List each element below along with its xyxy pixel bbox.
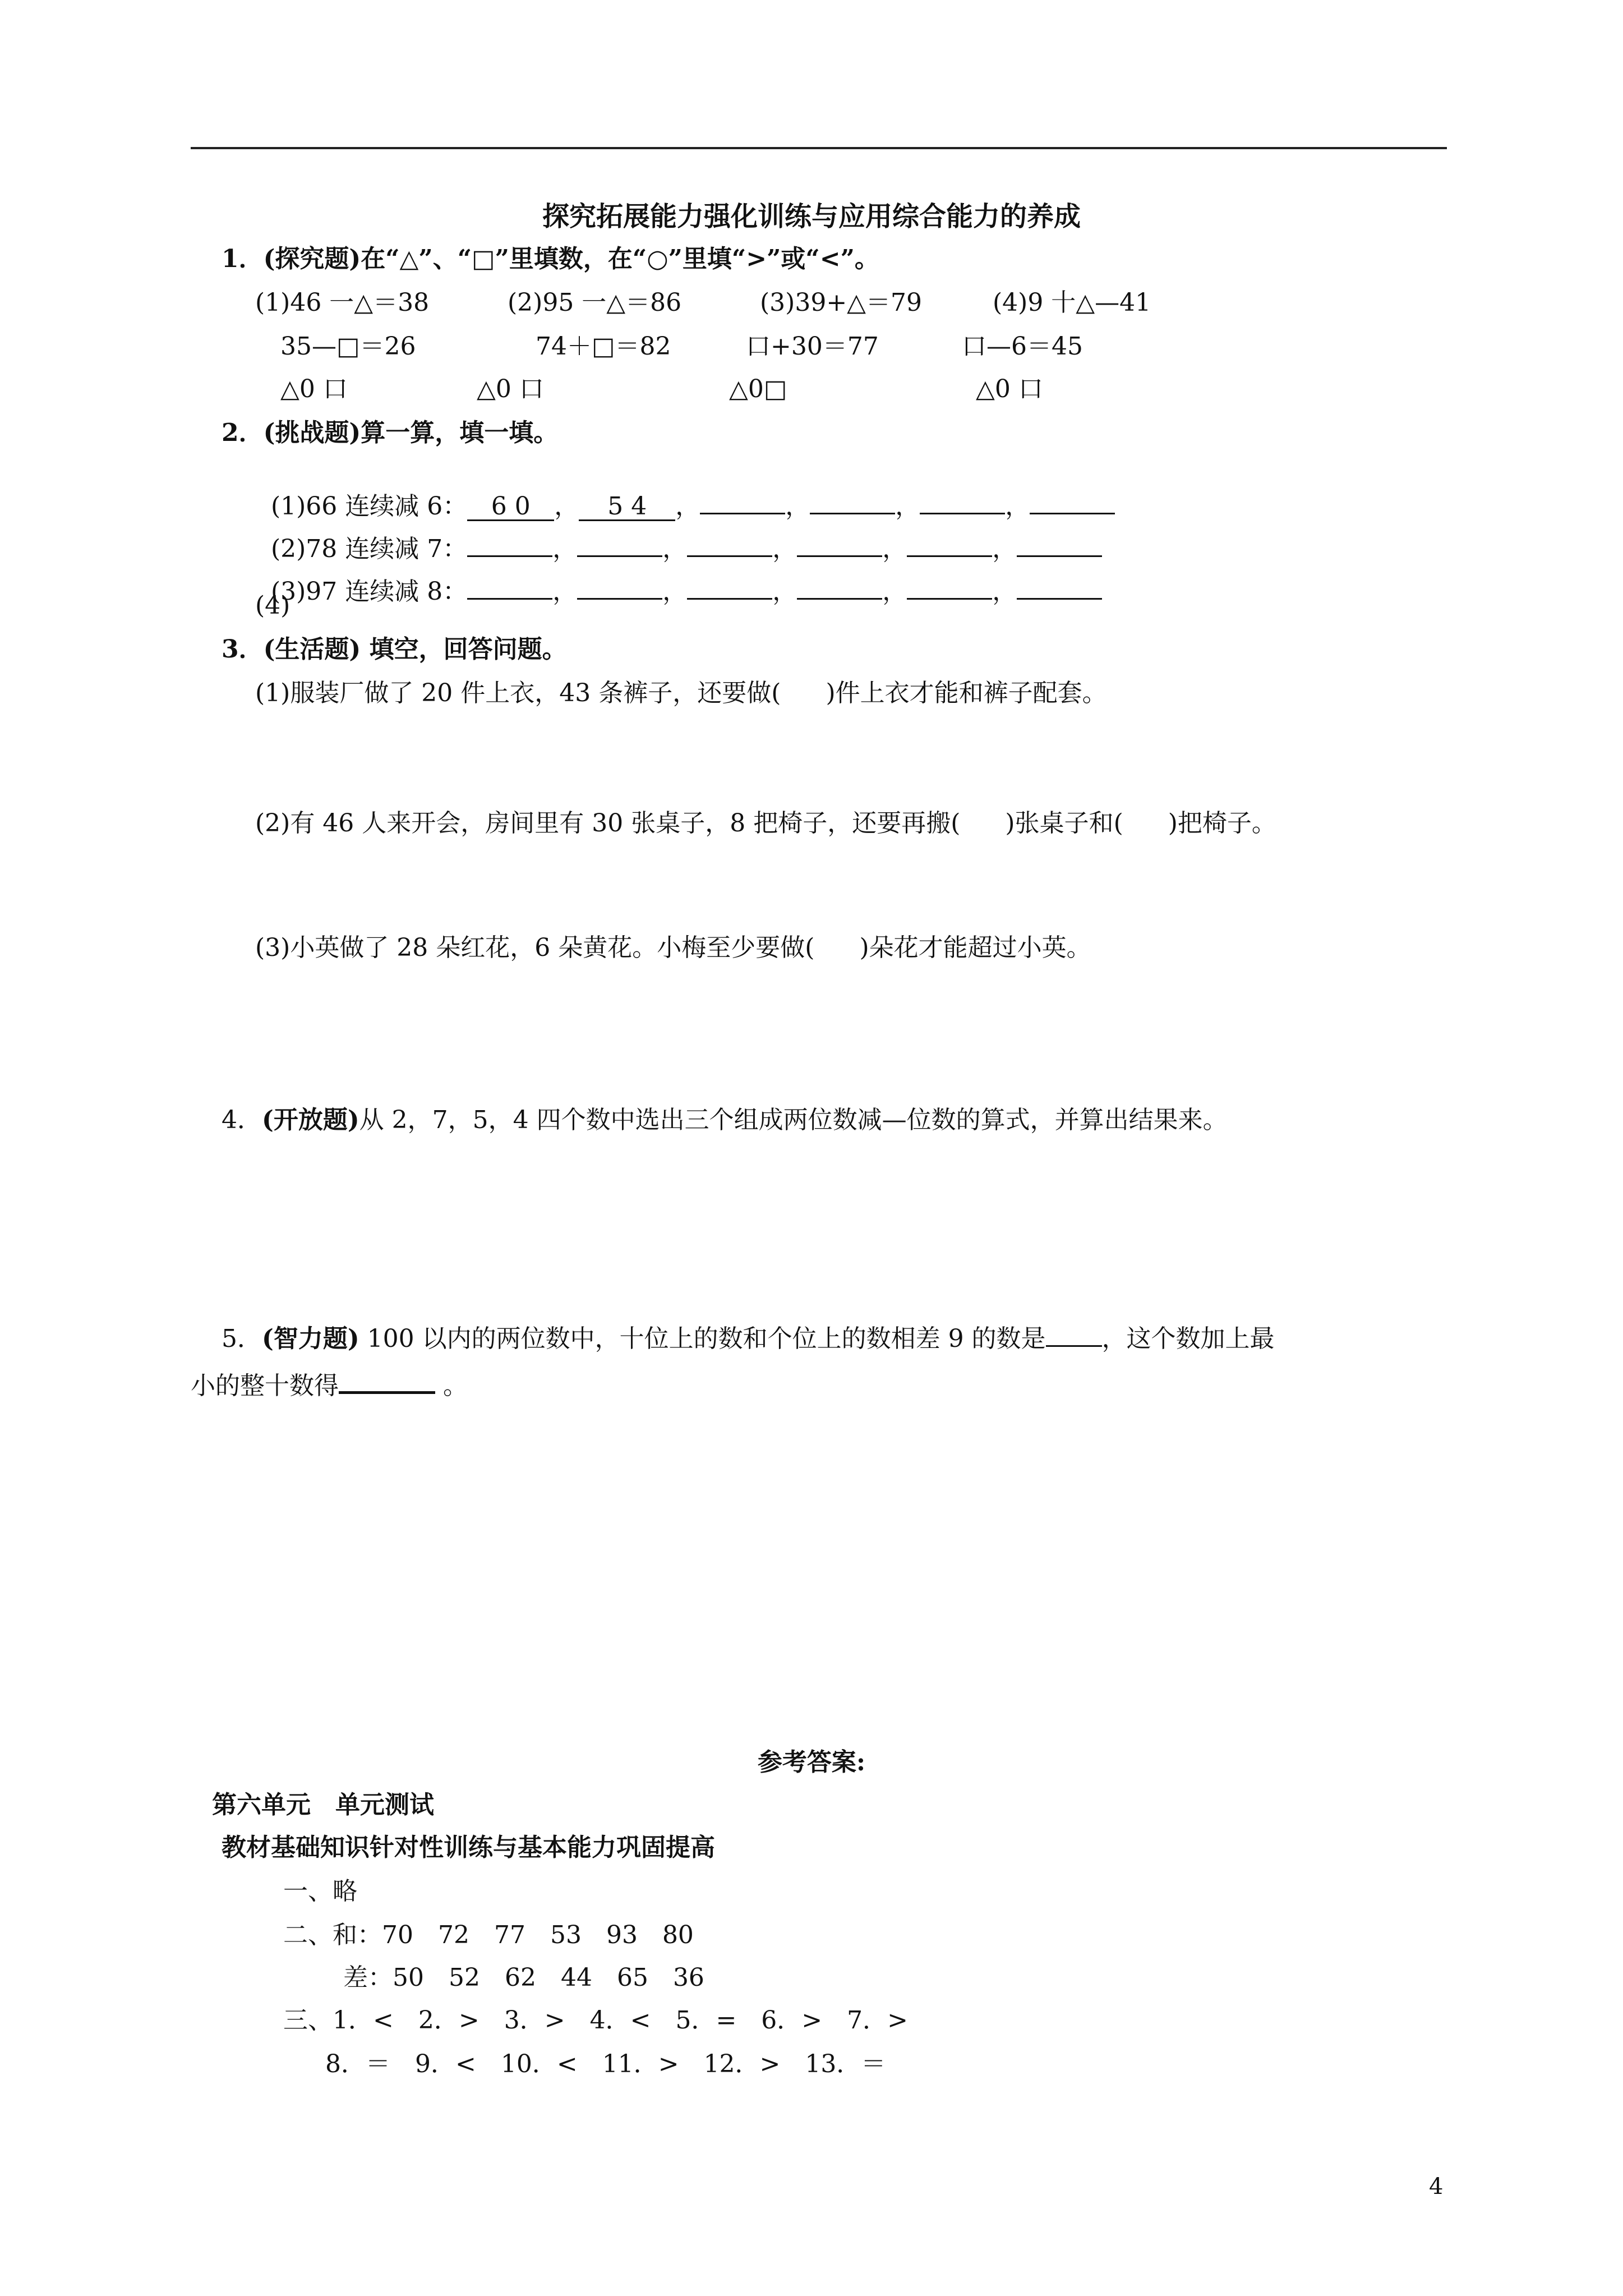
q5-text-2: ，这个数加上最: [1101, 1324, 1275, 1353]
q4-number: 4．: [222, 1106, 262, 1134]
q4-tag: (开放题): [262, 1106, 359, 1134]
q2-blank: [907, 576, 992, 600]
answers-line-1: 一、略: [283, 1877, 357, 1906]
q1-r1-c4: (4)9 十△—41: [993, 288, 1151, 317]
q1-r3-c3: △0□: [729, 375, 787, 403]
q1-r3-c2: △0 口: [477, 375, 544, 403]
q5-blank: [339, 1369, 435, 1394]
q2-item-label: (2)78 连续减 7：: [270, 535, 468, 563]
q5-line-2: [191, 1369, 468, 1398]
answers-line-3: 差：50 52 62 44 65 36: [343, 1963, 704, 1992]
q5-text-4: 。: [435, 1372, 468, 1400]
q1-r2-c2: 74＋□＝82: [536, 332, 671, 361]
answers-line-2: 二、和：70 72 77 53 93 80: [283, 1921, 694, 1949]
q3-part-1: [255, 681, 1107, 706]
q3-part-2-text-a: (2)有 46 人来开会，房间里有 30 张桌子，8 把椅子，还要再搬(: [255, 809, 961, 838]
q3-part-2-text-c: )把椅子。: [1168, 809, 1276, 838]
q1-r2-c1: 35—□＝26: [280, 332, 416, 361]
q3-part-3-text-b: )朵花才能超过小英。: [859, 933, 1091, 962]
q3-part-3-text-a: (3)小英做了 28 朵红花，6 朵黄花。小梅至少要做(: [255, 933, 815, 962]
q3-part-1-text-a: (1)服装厂做了 20 件上衣，43 条裤子，还要做(: [255, 679, 781, 707]
q5-number: 5．: [222, 1324, 262, 1353]
q3-heading: 3．(生活题) 填空，回答问题。: [222, 635, 567, 664]
q4-text: 从 2，7，5，4 四个数中选出三个组成两位数减—位数的算式，并算出结果来。: [359, 1106, 1228, 1134]
q5-blank: [1046, 1323, 1102, 1347]
q2-item-label: (3)97 连续减 8：: [270, 577, 468, 606]
q2-heading: 2．(挑战题)算一算，填一填。: [222, 418, 559, 447]
q1-r3-c4: △0 口: [976, 375, 1043, 403]
q3-part-2-text-b: )张桌子和(: [1005, 809, 1123, 838]
q1-heading: 1．(探究题)在“△”、“□”里填数，在“○”里填“>”或“<”。: [222, 245, 879, 273]
q4: [222, 1108, 1228, 1133]
q1-r1-c3: (3)39+△＝79: [760, 288, 923, 317]
q5-tag: (智力题): [262, 1324, 359, 1353]
q5-text-1: 100 以内的两位数中，十位上的数和个位上的数相差 9 的数是: [359, 1324, 1046, 1353]
answers-section: 教材基础知识针对性训练与基本能力巩固提高: [222, 1833, 715, 1862]
q2-blank: [797, 576, 882, 600]
q1-r2-c3: 口+30＝77: [746, 332, 879, 361]
answers-line-4: 三、1．< 2．> 3．> 4．< 5．= 6．> 7．>: [283, 2006, 909, 2035]
q2-item-4: (4): [255, 591, 291, 620]
page-number: 4: [1429, 2174, 1444, 2200]
q1-r1-c2: (2)95 一△＝86: [508, 288, 682, 317]
q2-blank: [467, 576, 552, 600]
q3-part-2: [255, 811, 1276, 836]
q3-part-3: [255, 933, 1091, 962]
answers-title: 参考答案:: [757, 1748, 866, 1777]
q2-item-2: (2)78 连续减 7： ， ， ， ， ，: [255, 508, 1102, 562]
q2-blank: [687, 576, 772, 600]
q2-item-label: (1)66 连续减 6：: [270, 492, 468, 521]
header-rule: [191, 147, 1447, 149]
q3-part-1-text-b: )件上衣才能和裤子配套。: [826, 679, 1107, 707]
answers-line-5: 8．＝ 9．< 10．< 11．> 12．> 13．＝: [325, 2050, 886, 2078]
q1-r2-c4: 口—6＝45: [962, 332, 1083, 361]
q2-item-3: (3)97 连续减 8： ， ， ， ， ，: [255, 551, 1102, 604]
q5-line-1: [222, 1323, 1275, 1351]
q1-r1-c1: (1)46 一△＝38: [255, 288, 430, 317]
q2-item-1: (1)66 连续减 6： 6 0 ， 5 4 ， ， ， ，: [255, 466, 1115, 521]
q2-filled-answer: 6 0: [467, 494, 554, 521]
q5-text-3: 小的整十数得: [191, 1372, 339, 1400]
q2-blank: [1017, 576, 1102, 600]
q1-r3-c1: △0 口: [280, 375, 348, 403]
answers-unit: 第六单元 单元测试: [212, 1791, 434, 1819]
q2-blank: [577, 576, 662, 600]
section-title: 探究拓展能力强化训练与应用综合能力的养成: [542, 201, 1081, 232]
q2-filled-answer: 5 4: [579, 494, 675, 521]
